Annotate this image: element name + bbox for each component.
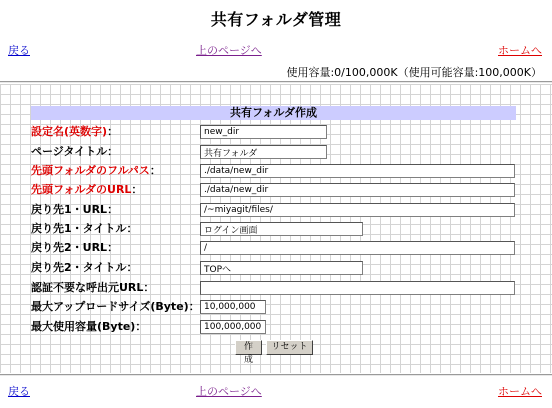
return1-url-input[interactable] [200,203,515,217]
root-url-input[interactable] [200,183,515,197]
field-label-root-full-path: 先頭フォルダのフルパス： [31,164,161,177]
field-label-root-url: 先頭フォルダのURL： [31,183,143,196]
field-label-no-auth-caller-url: 認証不要な呼出元URL： [31,281,155,294]
reset-button[interactable]: リセット [266,340,313,355]
up-page-link[interactable]: 上のページへ [196,44,262,57]
field-label-max-upload-size: 最大アップロードサイズ(Byte)： [31,300,200,313]
back-link[interactable]: 戻る [8,44,30,57]
max-capacity-input[interactable] [200,320,266,334]
return1-title-input[interactable] [200,222,363,236]
top-divider [0,81,552,83]
field-label-return2-title: 戻り先2・タイトル： [31,261,138,274]
return2-url-input[interactable] [200,241,515,255]
field-label-return2-url: 戻り先2・URL： [31,241,119,254]
up-page-link-bottom[interactable]: 上のページへ [196,385,262,398]
home-link-bottom[interactable]: ホームへ [498,385,542,398]
bottom-nav [0,383,552,399]
top-nav [0,42,552,58]
root-full-path-input[interactable] [200,164,515,178]
return2-title-input[interactable] [200,261,363,275]
back-link-bottom[interactable]: 戻る [8,385,30,398]
bottom-divider [0,374,552,376]
usage-text: 使用容量:0/100,000K（使用可能容量:100,000K） [286,66,542,79]
page-title-input[interactable] [200,145,327,159]
field-label-max-capacity: 最大使用容量(Byte)： [31,320,147,333]
no-auth-caller-url-input[interactable] [200,281,515,295]
field-label-setting-name: 設定名(英数字)： [31,125,119,138]
form-header: 共有フォルダ作成 [31,106,516,120]
create-button[interactable]: 作成 [235,340,262,355]
page-title: 共有フォルダ管理 [210,10,342,29]
field-label-page-title: ページタイトル： [31,145,119,158]
setting-name-input[interactable] [200,125,327,139]
home-link[interactable]: ホームへ [498,44,542,57]
max-upload-size-input[interactable] [200,300,266,314]
field-label-return1-url: 戻り先1・URL： [31,203,119,216]
field-label-return1-title: 戻り先1・タイトル： [31,222,138,235]
